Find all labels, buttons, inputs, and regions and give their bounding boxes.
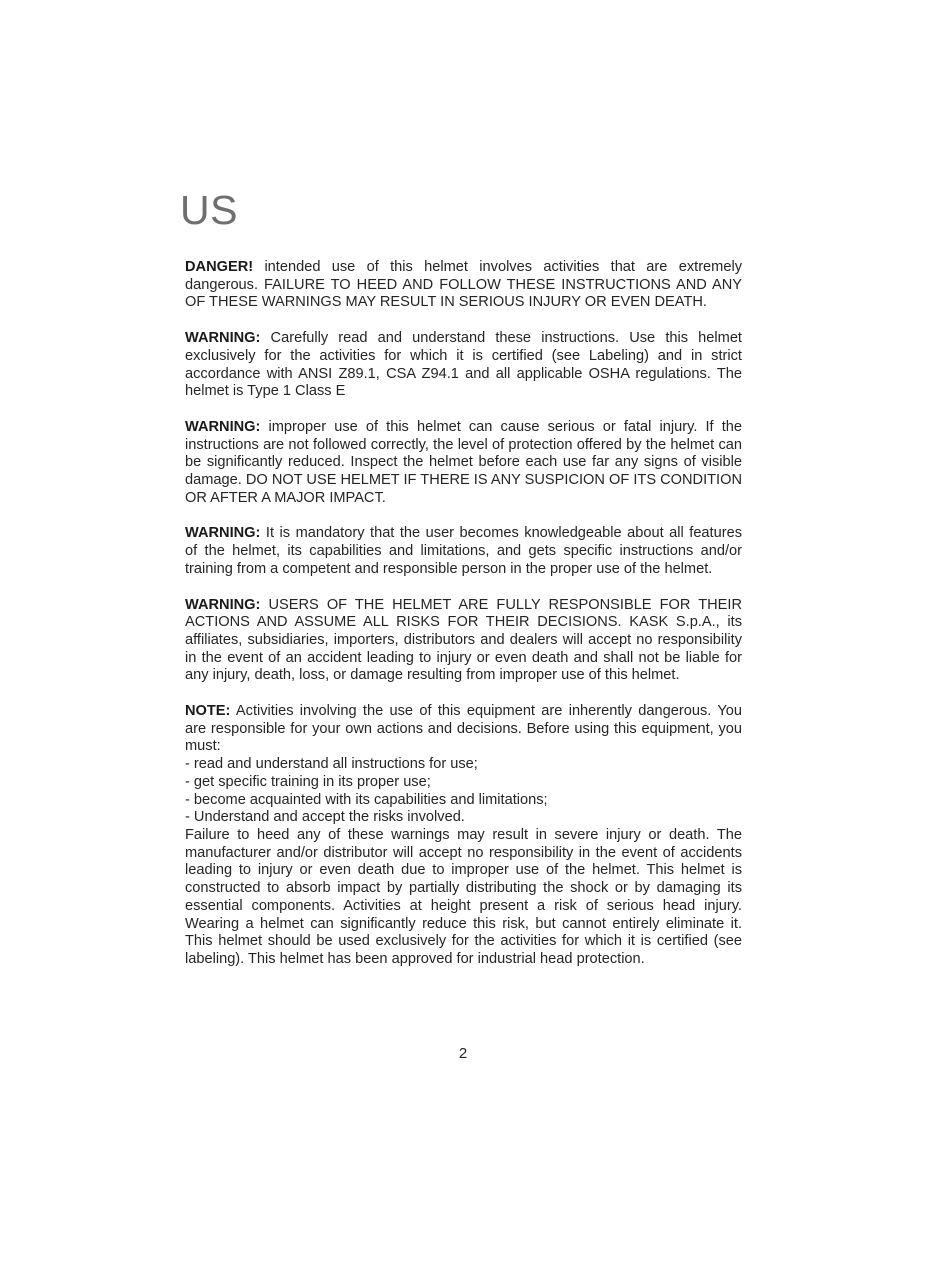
list-item: - get specific training in its proper use; [185, 773, 431, 790]
warning-label: WARNING: [185, 418, 261, 435]
warning-paragraph-improper-use [185, 419, 742, 508]
note-paragraph [185, 703, 742, 756]
warning-paragraph-responsibility [185, 597, 742, 686]
warning-text: It is mandatory that the user becomes knowledgeable about all features of the helmet, its capabilities and limitations, and gets specific instructions and/or training from a competent and responsible person in the proper use of the helmet. [185, 525, 742, 577]
page-number: 2 [458, 1045, 468, 1062]
warning-text: improper use of this helmet can cause serious or fatal injury. If the instructions are not followed correctly, the level of protection offered by the helmet can be significantly reduced. Inspect the helmet before each use far any signs of visible damage. DO NOT USE HELMET IF THERE IS ANY SUSPICION OF ITS CONDITION OR AFTER A MAJOR IMPACT. [185, 418, 742, 506]
warning-label: WARNING: [185, 525, 261, 542]
note-checklist [185, 756, 742, 827]
danger-paragraph [185, 259, 742, 312]
page-heading: US [180, 187, 238, 233]
note-intro-text: Activities involving the use of this equipment are inherently dangerous. You are responsible for your own actions and decisions. Before using this equipment, you must: [185, 703, 742, 755]
warning-text: Carefully read and understand these instructions. Use this helmet exclusively for the activities for which it is certified (see Labeling) and in strict accordance with ANSI Z89.1, CSA Z94.1 and all applicable OSHA regulations. The helmet is Type 1 Class E [185, 330, 742, 400]
warning-paragraph-instructions [185, 330, 742, 401]
danger-text: intended use of this helmet involves activities that are extremely dangerous. FAILURE TO HEED AND FOLLOW THESE INSTRUCTIONS AND ANY OF THESE WARNINGS MAY RESULT IN SERIOUS INJURY OR EVEN DEATH. [185, 259, 742, 311]
danger-label: DANGER! [185, 259, 254, 275]
note-section [185, 703, 742, 969]
warning-label: WARNING: [185, 596, 261, 613]
list-item: - read and understand all instructions for use; [185, 756, 478, 773]
document-body [185, 259, 742, 969]
warning-text: USERS OF THE HELMET ARE FULLY RESPONSIBLE FOR THEIR ACTIONS AND ASSUME ALL RISKS FOR THEIR DECISIONS. KASK S.p.A., its affiliates, subsidiaries, importers, distributors and dealers will accept no responsibility in the event of an accident leading to injury or even death and shall not be liable for any injury, death, loss, or damage resulting from improper use of this helmet. [185, 596, 742, 684]
note-label: NOTE: [185, 703, 231, 720]
warning-label: WARNING: [185, 330, 261, 347]
note-closing-paragraph: Failure to heed any of these warnings may result in severe injury or death. The manufacturer and/or distributor will accept no responsibility in the event of accidents leading to injury or even death due to improper use of the helmet. This helmet is constructed to absorb impact by partially distributing the shock or by damaging its essential components. Activities at height present a risk of serious head injury. Wearing a helmet can significantly reduce this risk, but cannot entirely eliminate it. This helmet should be used exclusively for the activities for which it is certified (see labeling). This helmet has been approved for industrial head protection. [185, 826, 742, 967]
list-item: - become acquainted with its capabilities and limitations; [185, 791, 548, 808]
warning-paragraph-knowledge [185, 525, 742, 578]
list-item: - Understand and accept the risks involved. [185, 809, 465, 826]
